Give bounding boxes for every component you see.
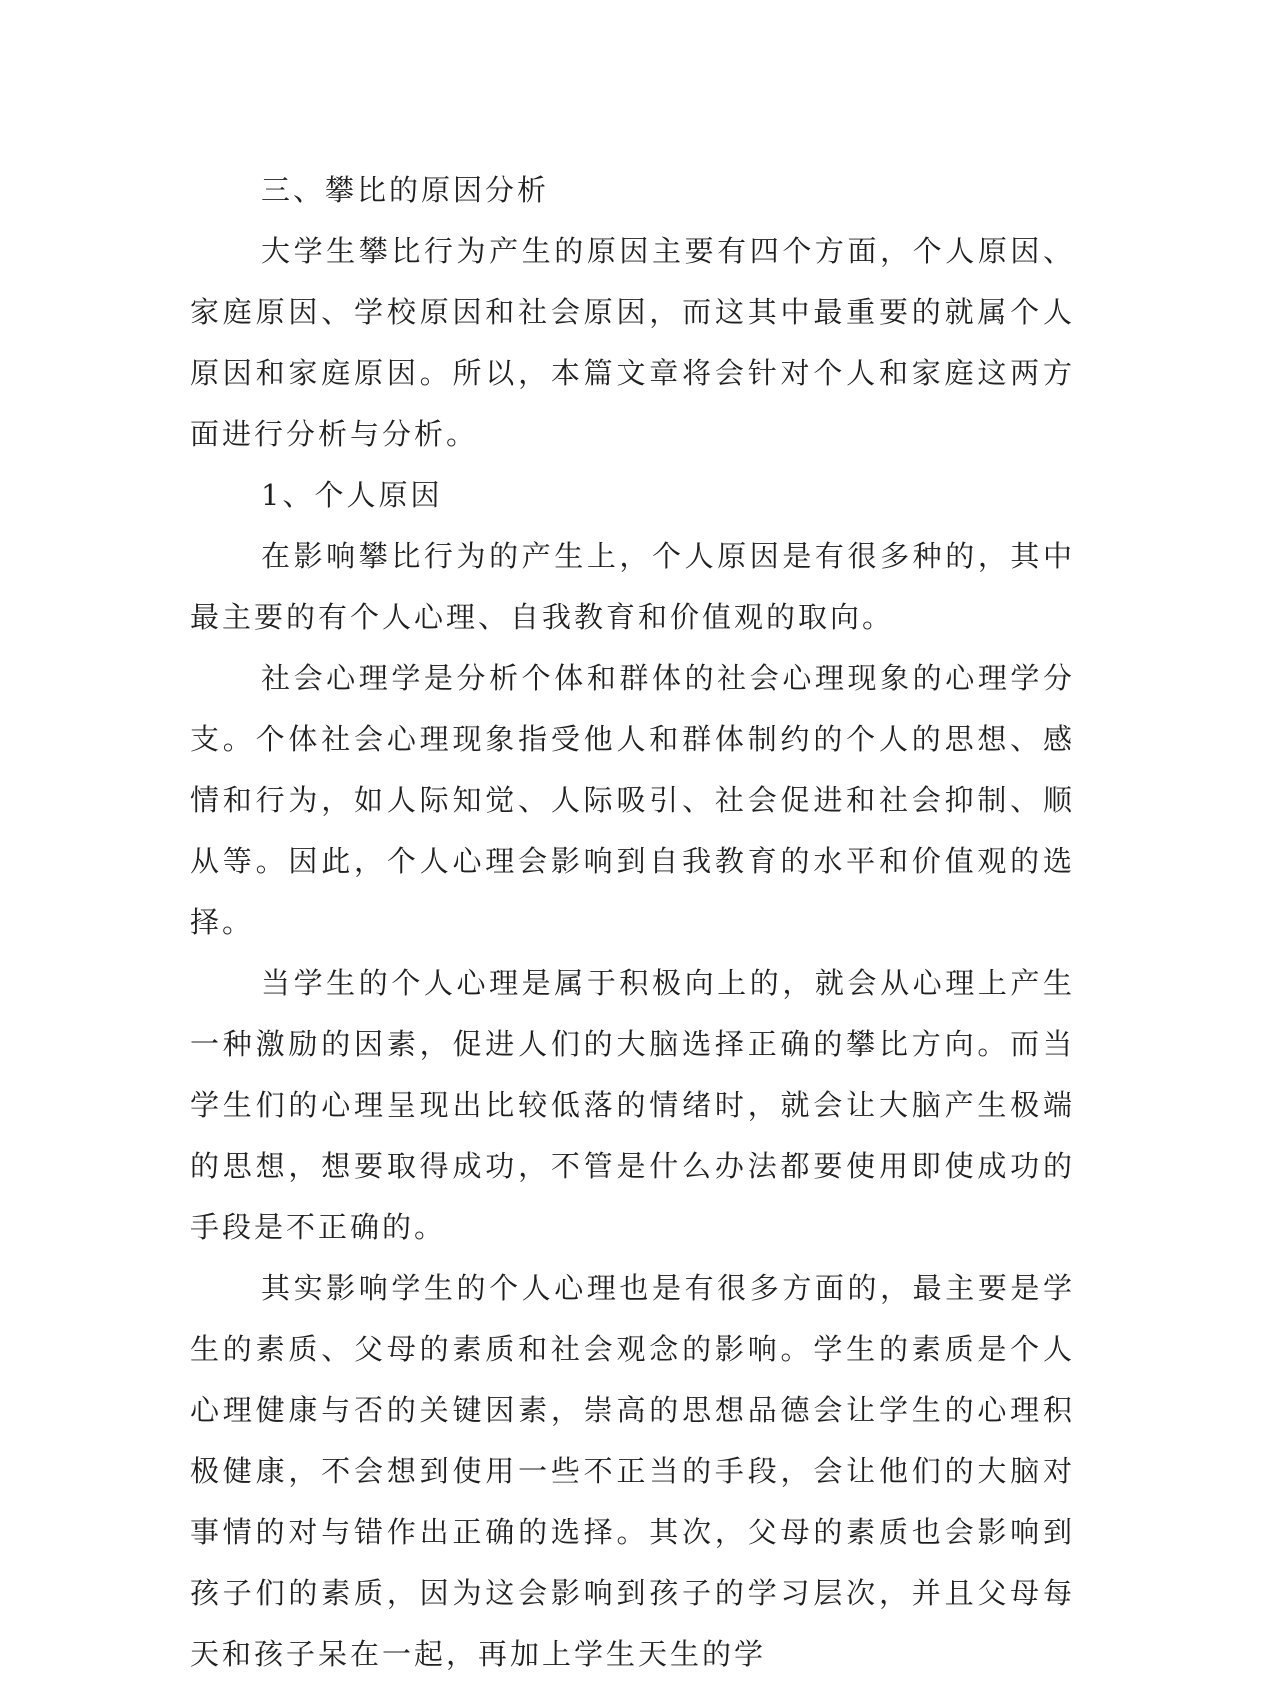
document-body	[190, 160, 1075, 1685]
paragraph: 大学生攀比行为产生的原因主要有四个方面，个人原因、家庭原因、学校原因和社会原因，而这其中最重要的就属个人原因和家庭原因。所以，本篇文章将会针对个人和家庭这两方面进行分析与分析。	[190, 234, 1075, 451]
paragraph: 社会心理学是分析个体和群体的社会心理现象的心理学分支。个体社会心理现象指受他人和群体制约的个人的思想、感情和行为，如人际知觉、人际吸引、社会促进和社会抑制、顺从等。因此，个人心理会影响到自我教育的水平和价值观的选择。	[190, 661, 1075, 939]
subsection-heading: 1、个人原因	[261, 478, 443, 512]
section-heading: 三、攀比的原因分析	[261, 173, 550, 207]
paragraph: 在影响攀比行为的产生上，个人原因是有很多种的，其中最主要的有个人心理、自我教育和价值观的取向。	[190, 539, 1075, 634]
paragraph: 当学生的个人心理是属于积极向上的，就会从心理上产生一种激励的因素，促进人们的大脑选择正确的攀比方向。而当学生们的心理呈现出比较低落的情绪时，就会让大脑产生极端的思想，想要取得成功，不管是什么办法都要使用即使成功的手段是不正确的。	[190, 966, 1075, 1244]
paragraph: 其实影响学生的个人心理也是有很多方面的，最主要是学生的素质、父母的素质和社会观念的影响。学生的素质是个人心理健康与否的关键因素，崇高的思想品德会让学生的心理积极健康，不会想到使用一些不正当的手段，会让他们的大脑对事情的对与错作出正确的选择。其次，父母的素质也会影响到孩子们的素质，因为这会影响到孩子的学习层次，并且父母每天和孩子呆在一起，再加上学生天生的学	[190, 1271, 1075, 1671]
